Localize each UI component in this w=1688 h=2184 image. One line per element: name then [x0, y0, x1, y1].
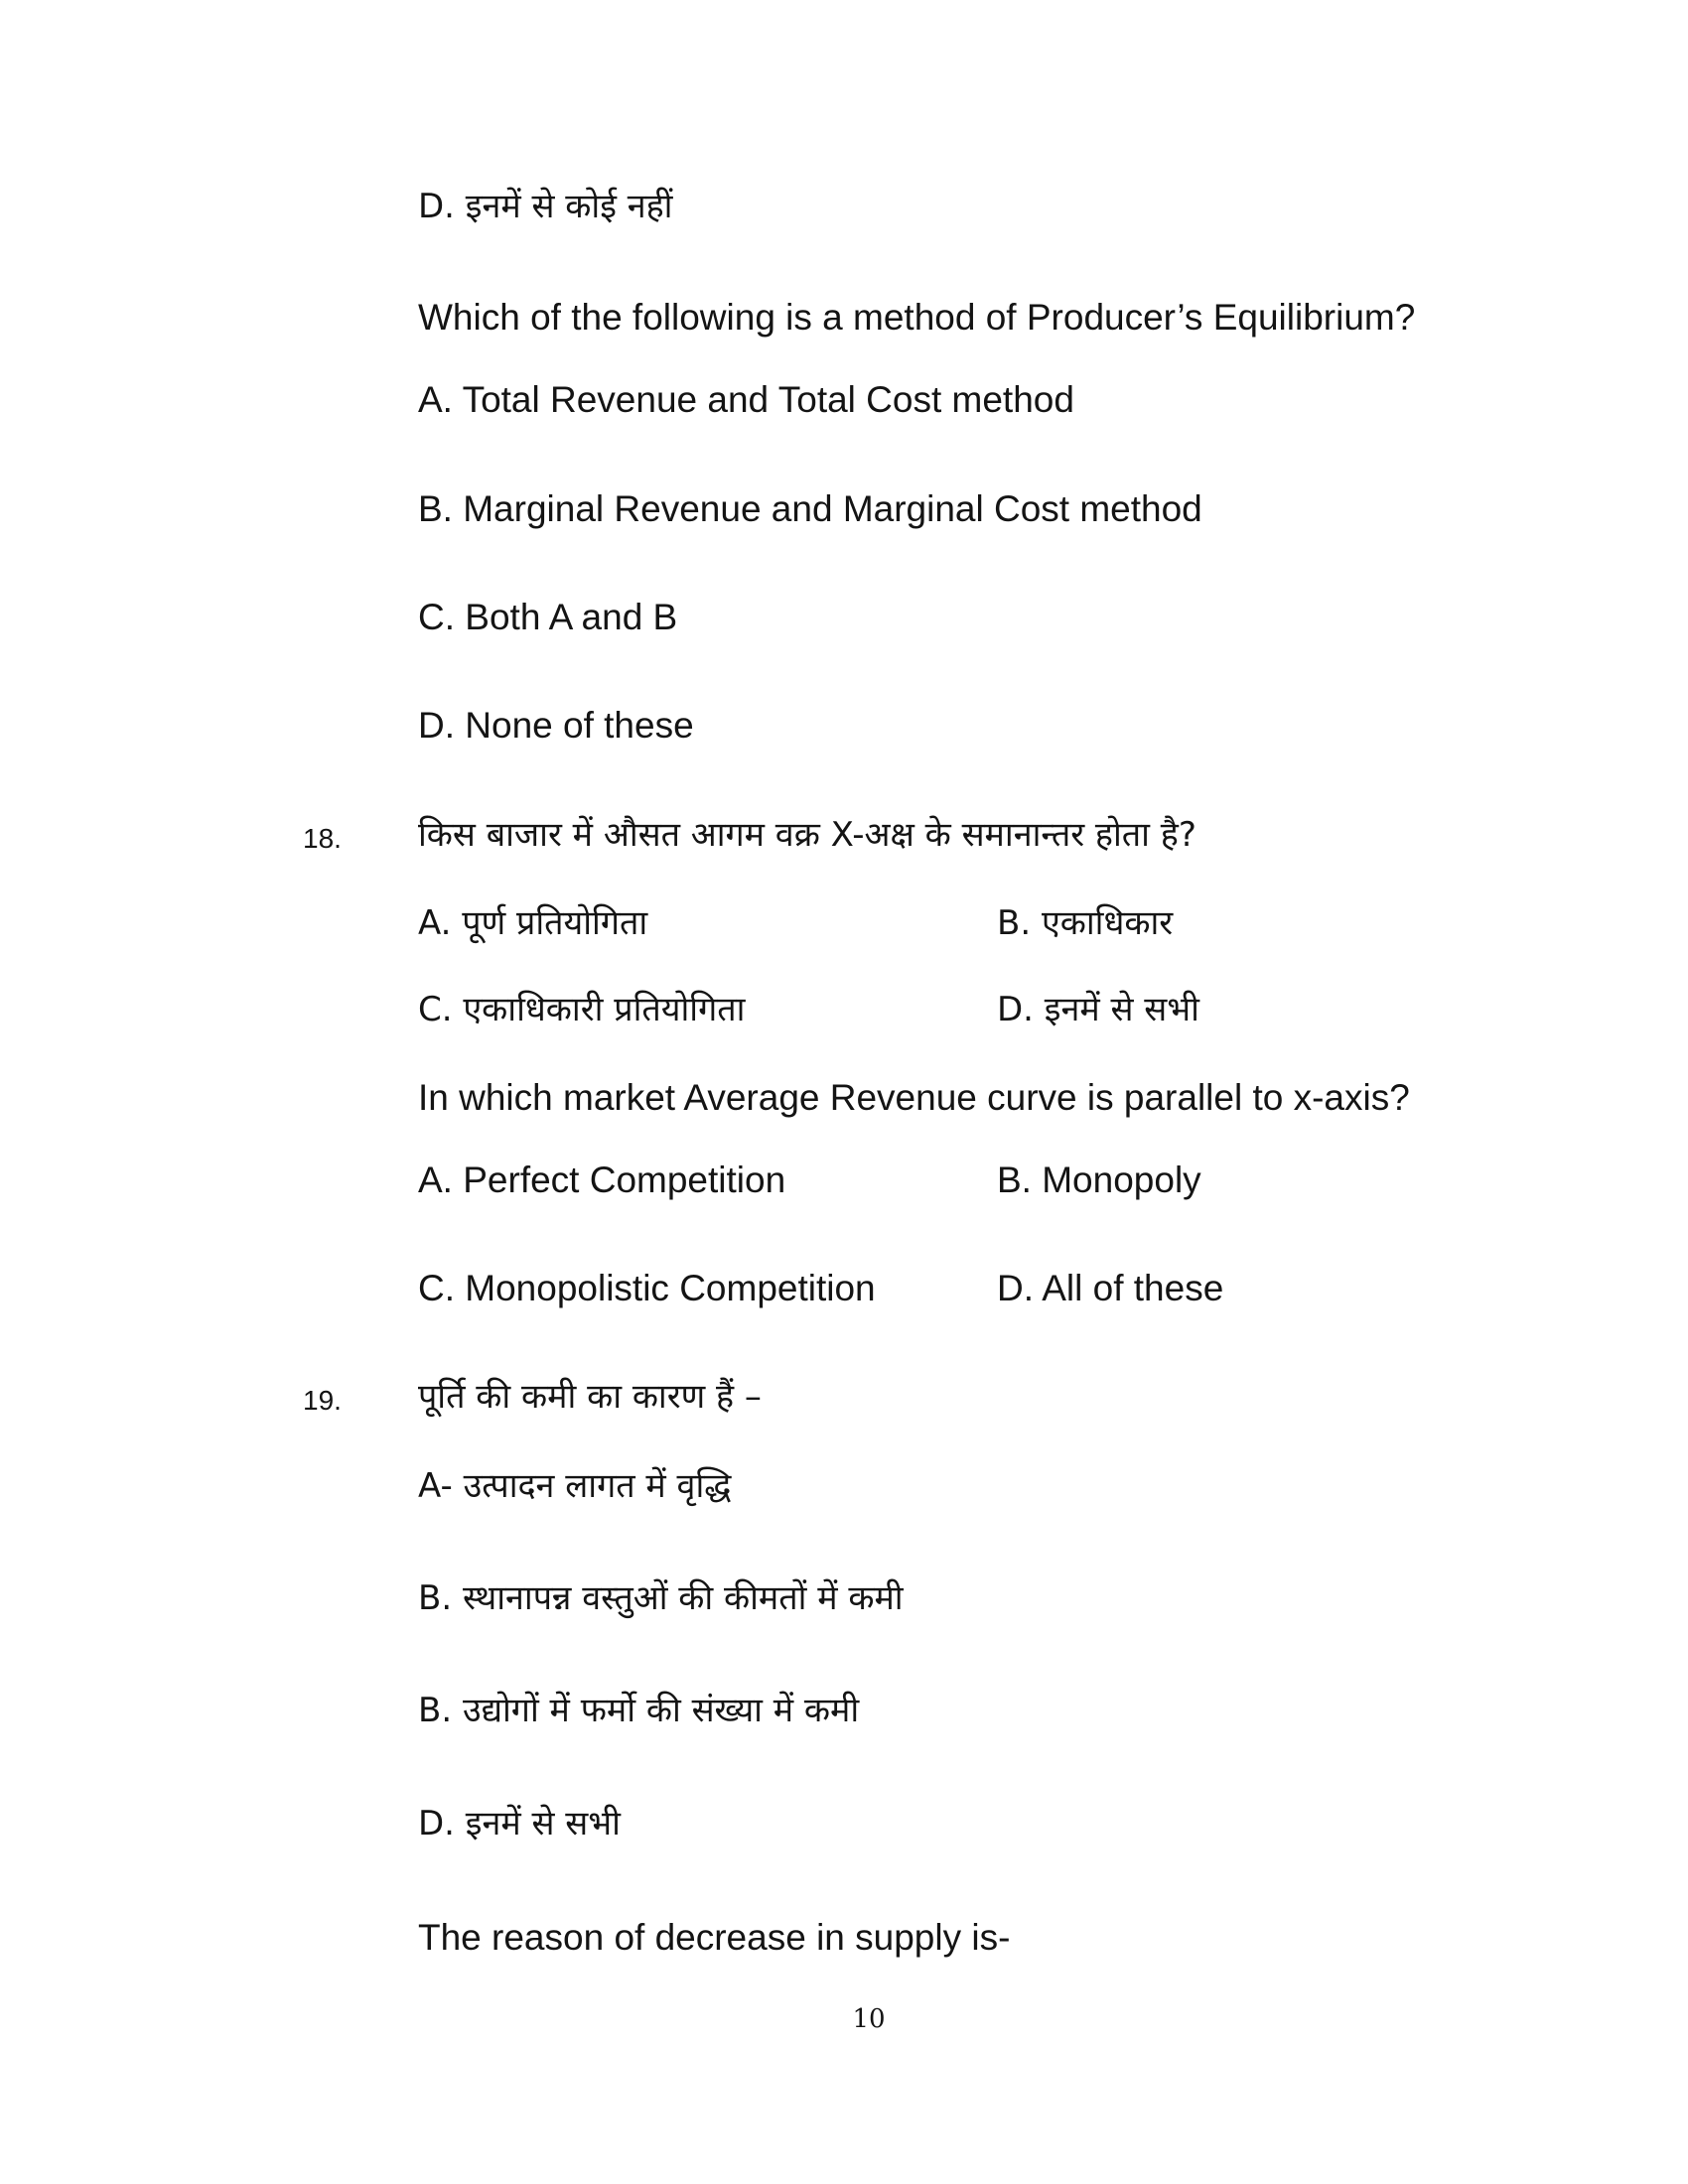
q18-hi-option-a: A. पूर्ण प्रतियोगिता: [418, 903, 648, 943]
q19-hi-option-a: A- उत्पादन लागत में वृद्धि: [418, 1466, 732, 1506]
q19-hi-option-d: D. इनमें से सभी: [418, 1804, 621, 1843]
q18-hi-question: किस बाजार में औसत आगम वक्र X-अक्ष के समानान्तर होता है?: [418, 815, 1196, 855]
q17-en-option-c: C. Both A and B: [418, 597, 678, 637]
q18-hi-option-d: D. इनमें से सभी: [997, 990, 1199, 1029]
q19-number: 19.: [303, 1385, 342, 1416]
q18-en-option-d: D. All of these: [997, 1268, 1224, 1308]
q18-hi-option-c: C. एकाधिकारी प्रतियोगिता: [418, 990, 746, 1029]
q17-en-option-a: A. Total Revenue and Total Cost method: [418, 379, 1074, 420]
q17-en-question: Which of the following is a method of Producer’s Equilibrium?: [418, 297, 1416, 338]
q18-en-option-c: C. Monopolistic Competition: [418, 1268, 876, 1308]
q19-hi-option-b-second: B. उद्योगों में फर्मो की संख्या में कमी: [418, 1691, 860, 1730]
q18-en-option-a: A. Perfect Competition: [418, 1160, 786, 1200]
q18-en-option-b: B. Monopoly: [997, 1160, 1201, 1200]
q19-hi-question: पूर्ति की कमी का कारण हैं –: [418, 1377, 762, 1417]
q19-hi-option-b: B. स्थानापन्न वस्तुओं की कीमतों में कमी: [418, 1578, 904, 1618]
q19-en-question: The reason of decrease in supply is-: [418, 1917, 1011, 1958]
q17-en-option-b: B. Marginal Revenue and Marginal Cost method: [418, 488, 1202, 529]
q17-en-option-d: D. None of these: [418, 705, 694, 746]
q17-hi-option-d: D. इनमें से कोई नहीं: [418, 187, 673, 226]
q18-en-question: In which market Average Revenue curve is parallel to x-axis?: [418, 1077, 1410, 1118]
q18-number: 18.: [303, 823, 342, 854]
page-number: 10: [852, 2004, 886, 2034]
q18-hi-option-b: B. एकाधिकार: [997, 903, 1174, 943]
